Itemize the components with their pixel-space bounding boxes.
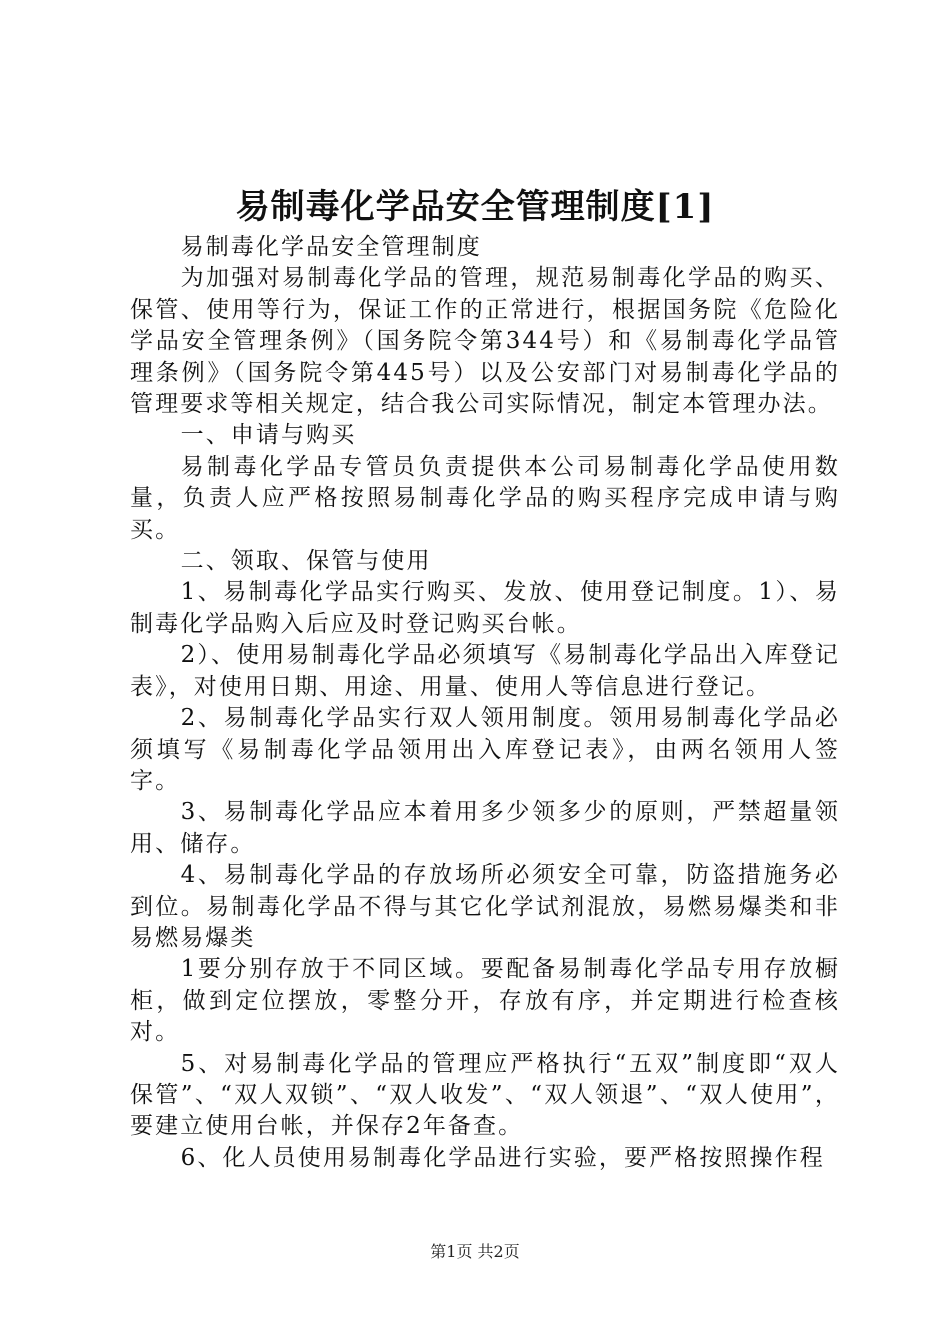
paragraph-rule-5: 5、对易制毒化学品的管理应严格执行“五双”制度即“双人保管”、“双人双锁”、“双人收发”、“双人领退”、“双人使用”，要建立使用台帐，并保存2年备查。 xyxy=(130,1050,840,1140)
section-heading-usage: 二、领取、保管与使用 xyxy=(180,548,432,575)
paragraph-rule-4-cont: 1要分别存放于不同区域。要配备易制毒化学品专用存放橱柜，做到定位摆放，零整分开，存放有序，并定期进行检查核对。 xyxy=(130,956,840,1046)
paragraph-rule-6: 6、化人员使用易制毒化学品进行实验，要严格按照操作程 xyxy=(180,1144,825,1171)
section-heading-purchase: 一、申请与购买 xyxy=(180,422,357,449)
document-body xyxy=(130,232,840,1174)
paragraph-rule-1-2: 2）、使用易制毒化学品必须填写《易制毒化学品出入库登记表》，对使用日期、用途、用量、使用人等信息进行登记。 xyxy=(130,642,840,700)
paragraph-purchase: 易制毒化学品专管员负责提供本公司易制毒化学品使用数量，负责人应严格按照易制毒化学品的购买程序完成申请与购买。 xyxy=(130,453,840,543)
document-title: 易制毒化学品安全管理制度[1] xyxy=(235,187,715,227)
page-number-footer: 第1页 共2页 xyxy=(430,1242,520,1261)
paragraph-rule-4: 4、易制毒化学品的存放场所必须安全可靠，防盗措施务必到位。易制毒化学品不得与其它化学试剂混放，易燃易爆类和非易燃易爆类 xyxy=(130,862,840,951)
paragraph-rule-2: 2、易制毒化学品实行双人领用制度。领用易制毒化学品必须填写《易制毒化学品领用出入库登记表》，由两名领用人签字。 xyxy=(130,705,840,794)
paragraph-rule-1: 1、易制毒化学品实行购买、发放、使用登记制度。1）、易制毒化学品购入后应及时登记购买台帐。 xyxy=(130,579,840,637)
paragraph-intro: 为加强对易制毒化学品的管理，规范易制毒化学品的购买、保管、使用等行为，保证工作的正常进行，根据国务院《危险化学品安全管理条例》（国务院令第344号）和《易制毒化学品管理条例》（国务院令第445号）以及公安部门对易制毒化学品的管理要求等相关规定，结合我公司实际情况，制定本管理办法。 xyxy=(130,265,840,418)
paragraph-rule-3: 3、易制毒化学品应本着用多少领多少的原则，严禁超量领用、储存。 xyxy=(130,799,840,857)
paragraph-heading: 易制毒化学品安全管理制度 xyxy=(180,234,482,260)
